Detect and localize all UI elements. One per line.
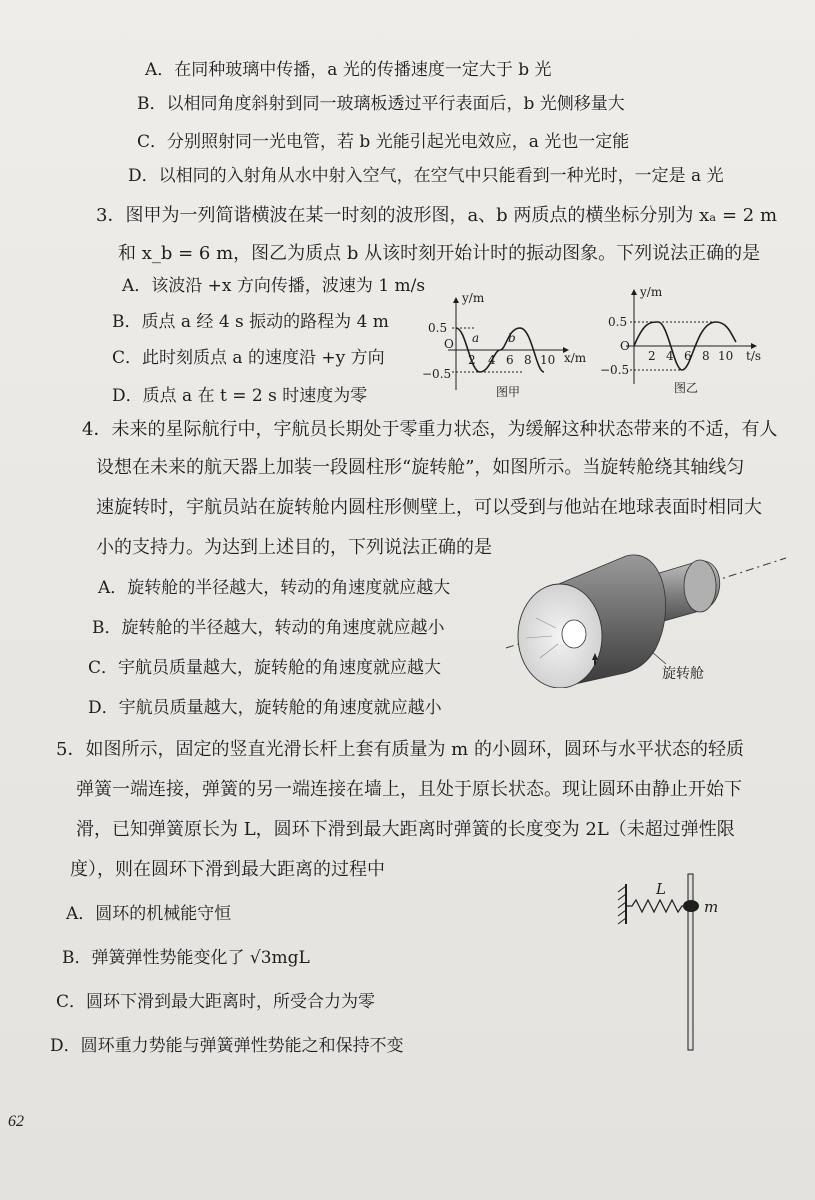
q5-stem-line3: 滑，已知弹簧原长为 L，圆环下滑到最大距离时弹簧的长度变为 2L（未超过弹性限	[76, 819, 735, 840]
q2-option-d: D．以相同的入射角从水中射入空气，在空气中只能看到一种光时，一定是 a 光	[128, 166, 724, 186]
q4-stem-line4: 小的支持力。为达到上述目的，下列说法正确的是	[96, 537, 492, 558]
q3-stem-line1: 3．图甲为一列简谐横波在某一时刻的波形图，a、b 两质点的横坐标分别为 xₐ = 2 m	[96, 205, 778, 226]
q4-stem-line3: 速旋转时，宇航员站在旋转舱内圆柱形侧壁上，可以受到与他站在地球表面时相同大	[96, 497, 762, 518]
q4-option-a: A．旋转舱的半径越大，转动的角速度就应越大	[98, 578, 451, 598]
q5-stem-line1: 5．如图所示，固定的竖直光滑长杆上套有质量为 m 的小圆环，圆环与水平状态的轻质	[56, 739, 744, 760]
q4-stem-line2: 设想在未来的航天器上加装一段圆柱形“旋转舱”，如图所示。当旋转舱绕其轴线匀	[96, 457, 745, 478]
module-face	[518, 584, 602, 688]
q3-option-c: C．此时刻质点 a 的速度沿 +y 方向	[112, 348, 385, 368]
wave-point-a: a	[472, 331, 480, 345]
wave-xtick-4: 4	[488, 353, 496, 367]
q5-stem-line4: 度），则在圆环下滑到最大距离的过程中	[70, 859, 385, 880]
page-number: 62	[8, 1113, 24, 1130]
vib-x-label: t/s	[746, 349, 762, 363]
vib-caption: 图乙	[674, 381, 699, 395]
q4-stem-line1: 4．未来的星际航行中，宇航员长期处于零重力状态，为缓解这种状态带来的不适，有人	[82, 419, 778, 440]
wave-caption: 图甲	[496, 385, 521, 399]
q3-option-d: D．质点 a 在 t = 2 s 时速度为零	[112, 386, 368, 406]
wave-origin: O	[444, 337, 454, 351]
q3-stem-line2: 和 x_b = 6 m，图乙为质点 b 从该时刻开始计时的振动图象。下列说法正确的是	[118, 243, 761, 264]
q3-option-b: B．质点 a 经 4 s 振动的路程为 4 m	[112, 312, 389, 332]
q5-stem-line2: 弹簧一端连接，弹簧的另一端连接在墙上，且处于原长状态。现让圆环由静止开始下	[76, 779, 742, 800]
vib-xtick-8: 8	[702, 349, 710, 363]
q4-option-c: C．宇航员质量越大，旋转舱的角速度就应越大	[88, 658, 442, 678]
q5-option-a: A．圆环的机械能守恒	[66, 904, 232, 924]
vib-y-label: y/m	[640, 285, 663, 299]
vib-xtick-6: 6	[684, 349, 692, 363]
q2-option-b: B．以相同角度斜射到同一玻璃板透过平行表面后，b 光侧移量大	[137, 94, 625, 114]
q5-option-c: C．圆环下滑到最大距离时，所受合力为零	[56, 992, 376, 1012]
wave-ytick-pos: 0.5	[428, 321, 448, 335]
wave-point-b: b	[508, 331, 516, 345]
q2-option-c: C．分别照射同一光电管，若 b 光能引起光电效应，a 光也一定能	[137, 132, 630, 152]
vib-xtick-10: 10	[718, 349, 734, 363]
wave-y-label: y/m	[462, 291, 485, 305]
q3-option-a: A．该波沿 +x 方向传播，波速为 1 m/s	[122, 276, 426, 296]
q3-figure-wave	[418, 290, 588, 400]
ring-mass-label: m	[704, 898, 719, 916]
vib-origin: O	[620, 339, 630, 353]
q5-option-d: D．圆环重力势能与弹簧弹性势能之和保持不变	[50, 1036, 404, 1056]
vib-ytick-neg: −0.5	[600, 363, 630, 377]
q2-option-a: A．在同种玻璃中传播，a 光的传播速度一定大于 b 光	[145, 60, 552, 80]
wave-x-label: x/m	[564, 351, 587, 365]
wave-ytick-neg: −0.5	[422, 367, 452, 381]
wave-xtick-2: 2	[468, 353, 476, 367]
q4-figure-rotating-module	[496, 548, 796, 688]
ring	[683, 900, 699, 912]
spring	[626, 900, 690, 912]
vib-xtick-2: 2	[648, 349, 656, 363]
wave-xtick-10: 10	[540, 353, 556, 367]
q5-figure-spring-ring	[606, 866, 756, 1056]
q5-option-b: B．弹簧弹性势能变化了 √3mgL	[62, 948, 310, 968]
vib-ytick-pos: 0.5	[608, 315, 628, 329]
q4-option-d: D．宇航员质量越大，旋转舱的角速度就应越小	[88, 698, 442, 718]
spring-length-label: L	[656, 880, 666, 898]
q4-option-b: B．旋转舱的半径越大，转动的角速度就应越小	[92, 618, 445, 638]
vib-xtick-4: 4	[666, 349, 674, 363]
q3-figure-vibration	[596, 284, 776, 396]
wave-xtick-8: 8	[524, 353, 532, 367]
wave-xtick-6: 6	[506, 353, 514, 367]
module-label: 旋转舱	[662, 666, 704, 682]
